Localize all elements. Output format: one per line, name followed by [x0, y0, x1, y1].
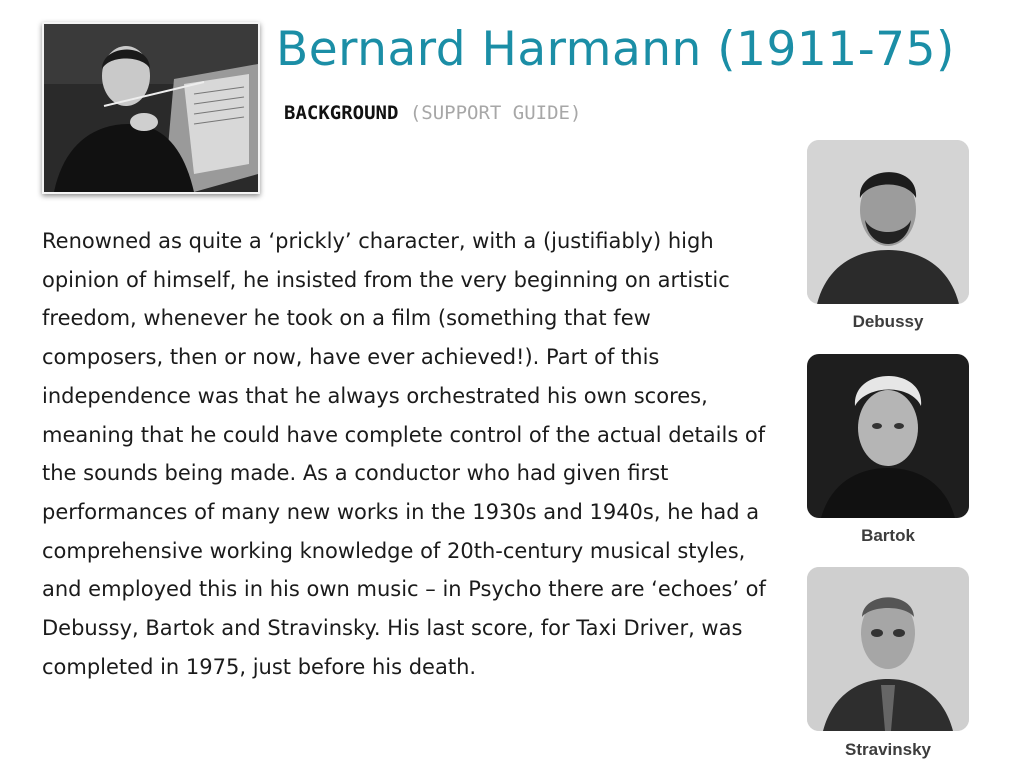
body-paragraph: Renowned as quite a ‘prickly’ character, with a (justifiably) high opinion of himself, he insisted from the very beginning on artistic freedom, whenever he took on a film (something that few composers, then or now, have ever achieved!). Part of this independence was that he always orchestrated his own scores, meaning that he could have complete control of the actual details of the sounds being made. As a conductor who had given first performances of many new works in the 1930s and 1940s, he had a comprehensive working knowledge of 20th-century musical styles, and employed this in his own music – in Psycho there are ‘echoes’ of Debussy, Bartok and Stravinsky. His last score, for Taxi Driver, was completed in 1975, just before his death.: [42, 229, 766, 679]
stravinsky-portrait: [807, 567, 969, 731]
stravinsky-caption: Stravinsky: [845, 740, 931, 759]
conductor-photo-image: [44, 24, 258, 192]
subtitle-main: BACKGROUND: [284, 102, 399, 124]
debussy-portrait-image: [807, 140, 969, 304]
page-title: Bernard Harmann (1911-75): [276, 22, 955, 77]
main-photo: [42, 22, 260, 194]
debussy-caption: Debussy: [852, 312, 924, 331]
debussy-portrait: [807, 140, 969, 304]
bartok-portrait: [807, 354, 969, 518]
bartok-portrait-image: [807, 354, 969, 518]
bartok-caption: Bartok: [861, 526, 915, 545]
subtitle-extra: (SUPPORT GUIDE): [409, 102, 582, 124]
stravinsky-portrait-image: [807, 567, 969, 731]
page-subtitle: [284, 104, 581, 123]
